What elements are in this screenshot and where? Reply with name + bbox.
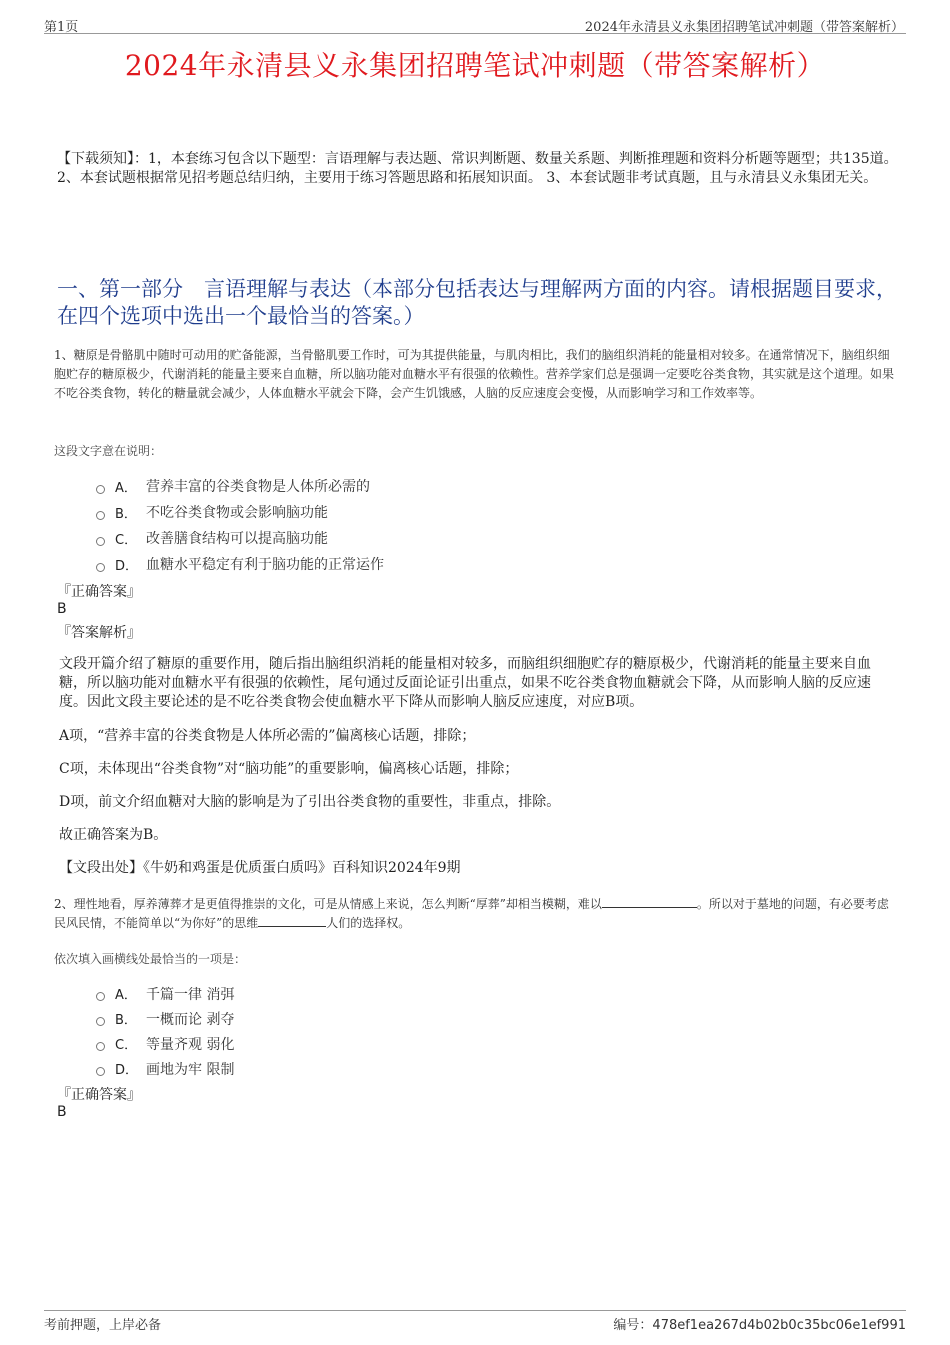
option-letter: D． [115, 558, 139, 574]
radio-icon[interactable] [96, 1017, 105, 1026]
fill-blank-1 [602, 895, 697, 908]
question-2-text-part: 。所以对于墓地的问题，有必要考虑民风民情，不能简单以“为你好”的思维 [54, 897, 889, 930]
radio-icon[interactable] [96, 563, 105, 572]
option-letter: A． [115, 480, 137, 496]
question-1-prompt: 这段文字意在说明： [54, 444, 163, 458]
code-value: 478ef1ea267d4b02b0c35bc06e1ef991 [652, 1318, 906, 1333]
analysis-option-a: A项，“营养丰富的谷类食物是人体所必需的”偏离核心话题，排除； [59, 728, 476, 744]
radio-icon[interactable] [96, 1067, 105, 1076]
analysis-paragraph: 文段开篇介绍了糖原的重要作用，随后指出脑组织消耗的能量相对较多，而脑组织细胞贮存的糖原极少，代谢消耗的能量主要来自血糖，所以脑功能对血糖水平有很强的依赖性，尾句通过反面论证引出重点，如果不吃谷类食物血糖就会下降，从而影响人脑的反应速度。因此文段主要论述的是不吃谷类食物会使血糖水平下降从而影响人脑反应速度，对应B项。 [59, 656, 871, 710]
analysis-option-d: D项，前文介绍血糖对大脑的影响是为了引出谷类食物的重要性，非重点，排除。 [59, 794, 561, 810]
option-label: 一概而论 剥夺 [146, 1011, 235, 1028]
document-title: 2024年永清县义永集团招聘笔试冲刺题（带答案解析） [124, 49, 826, 82]
correct-answer: B [57, 601, 67, 617]
option-a[interactable] [96, 981, 234, 1006]
header-divider [44, 33, 906, 34]
correct-answer: B [57, 1104, 67, 1120]
radio-icon[interactable] [96, 511, 105, 520]
question-2-prompt: 依次填入画横线处最恰当的一项是： [54, 952, 247, 966]
radio-icon[interactable] [96, 485, 105, 494]
answer-heading: 『正确答案』 [57, 1087, 141, 1103]
question-1-text: 1、糖原是骨骼肌中随时可动用的贮备能源，当骨骼肌要工作时，可为其提供能量，与肌肉相比，我们的脑组织消耗的能量相对较多。在通常情况下，脑组织细胞贮存的糖原极少，代谢消耗的能量主要来自血糖，所以脑功能对血糖水平有很强的依赖性。营养学家们总是强调一定要吃谷类食物，其实就是这个道理。如果不吃谷类食物，转化的糖量就会减少，人体血糖水平就会下降，会产生饥饿感，人脑的反应速度会变慢，从而影响学习和工作效率等。 [54, 348, 895, 400]
fill-blank-2 [258, 914, 326, 927]
analysis-conclusion: 故正确答案为B。 [59, 827, 168, 843]
option-letter: B． [115, 506, 137, 522]
analysis-option-c: C项，未体现出“谷类食物”对“脑功能”的重要影响，偏离核心话题，排除； [59, 761, 519, 777]
option-b[interactable] [96, 499, 384, 525]
code-label: 编号： [613, 1318, 653, 1333]
option-d[interactable] [96, 551, 384, 577]
question-2-options [96, 981, 234, 1081]
option-letter: C． [115, 532, 138, 548]
option-label: 不吃谷类食物或会影响脑功能 [146, 505, 328, 521]
option-d[interactable] [96, 1056, 234, 1081]
analysis-heading: 『答案解析』 [57, 625, 141, 641]
option-label: 千篇一律 消弭 [146, 986, 235, 1003]
radio-icon[interactable] [96, 1042, 105, 1051]
footer-slogan: 考前押题，上岸必备 [44, 1318, 162, 1333]
option-letter: B． [115, 1013, 137, 1028]
footer-divider [44, 1310, 906, 1311]
passage-source: 【文段出处】《牛奶和鸡蛋是优质蛋白质吗》百科知识2024年9期 [59, 860, 461, 876]
option-label: 画地为牢 限制 [146, 1061, 235, 1078]
section-heading: 一、第一部分 言语理解与表达（本部分包括表达与理解两方面的内容。请根据题目要求，在四个选项中选出一个最恰当的答案。） [57, 277, 897, 328]
option-c[interactable] [96, 1031, 234, 1056]
option-letter: C． [115, 1038, 138, 1053]
question-2-text-part: 人们的选择权。 [326, 916, 411, 930]
option-letter: D． [115, 1063, 139, 1078]
document-code [613, 1314, 906, 1333]
radio-icon[interactable] [96, 992, 105, 1001]
option-c[interactable] [96, 525, 384, 551]
question-2-text-part: 2、理性地看，厚养薄葬才是更值得推崇的文化，可是从情感上来说，怎么判断“厚葬”却相当模糊，难以 [54, 897, 602, 911]
option-letter: A． [115, 988, 137, 1003]
option-label: 等量齐观 弱化 [146, 1036, 235, 1053]
option-label: 营养丰富的谷类食物是人体所必需的 [146, 479, 370, 495]
question-2-text [54, 895, 896, 933]
option-label: 改善膳食结构可以提高脑功能 [146, 531, 328, 547]
running-header-title: 2024年永清县义永集团招聘笔试冲刺题（带答案解析） [584, 20, 904, 35]
download-notice: 【下载须知】：1，本套练习包含以下题型：言语理解与表达题、常识判断题、数量关系题、判断推理题和资料分析题等题型；共135道。 2、本套试题根据常见招考题总结归纳，主要用于练习答题思路和拓展知识面。 3、本套试题非考试真题，且与永清县义永集团无关。 [57, 151, 898, 186]
option-a[interactable] [96, 473, 384, 499]
option-label: 血糖水平稳定有利于脑功能的正常运作 [146, 557, 384, 573]
answer-heading: 『正确答案』 [57, 584, 141, 600]
page-number: 第1页 [44, 20, 79, 35]
option-b[interactable] [96, 1006, 234, 1031]
question-1-options [96, 473, 384, 577]
radio-icon[interactable] [96, 537, 105, 546]
